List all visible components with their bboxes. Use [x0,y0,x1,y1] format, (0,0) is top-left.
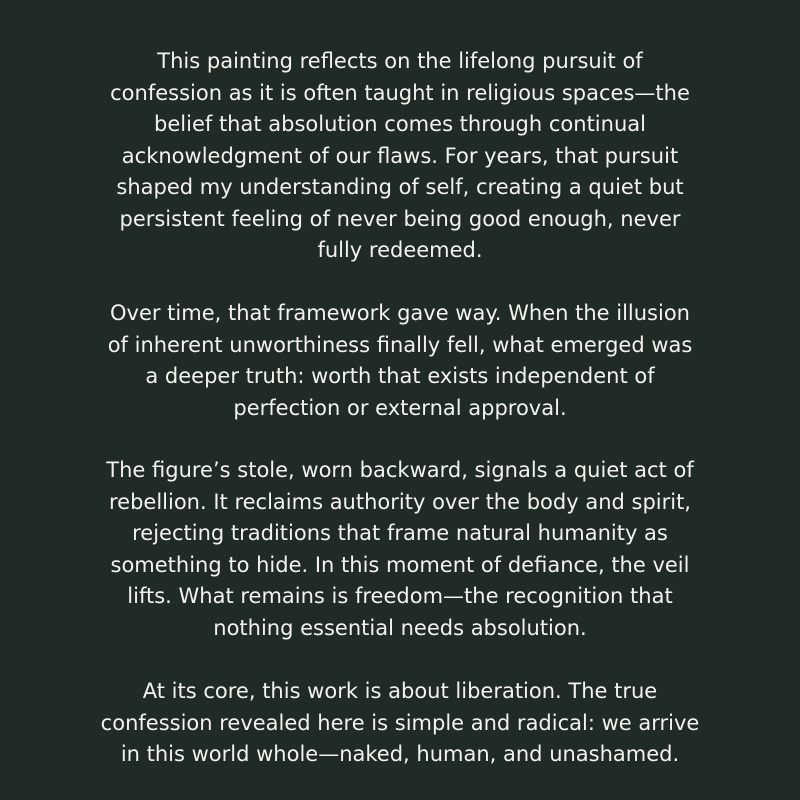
text-line: rebellion. It reclaims authority over the body and spirit, [108,489,691,514]
text-line: confession as it is often taught in religious spaces—the [110,80,690,105]
statement-paragraph-1 [80,46,720,267]
text-line: acknowledgment of our flaws. For years, that pursuit [121,143,679,168]
text-line: rejecting traditions that frame natural humanity as [132,521,668,545]
text-line: fully redeemed. [317,238,483,262]
statement-paragraph-3 [80,455,720,644]
text-line: At its core, this work is about liberation. The true [142,679,658,703]
statement-paragraph-4 [80,676,720,771]
text-line: persistent feeling of never being good enough, never [119,206,681,231]
text-line: confession revealed here is simple and radical: we arrive [100,710,700,735]
text-line: lifts. What remains is freedom—the recognition that [127,584,673,608]
text-line: a deeper truth: worth that exists independent of [145,364,655,388]
text-line: belief that absolution comes through continual [154,112,646,136]
text-line: nothing essential needs absolution. [213,615,587,640]
statement-paragraph-2 [80,298,720,424]
text-line: This painting reflects on the lifelong pursuit of [157,49,643,73]
text-line: shaped my understanding of self, creating a quiet but [116,175,684,199]
text-line: perfection or external approval. [233,395,567,420]
text-line: in this world whole—naked, human, and unashamed. [120,742,680,766]
text-line: of inherent unworthiness finally fell, what emerged was [107,332,693,357]
text-line: Over time, that framework gave way. When the illusion [110,301,690,325]
text-line: The figure’s stole, worn backward, signals a quiet act of [106,458,694,482]
text-line: something to hide. In this moment of defiance, the veil [110,552,690,577]
